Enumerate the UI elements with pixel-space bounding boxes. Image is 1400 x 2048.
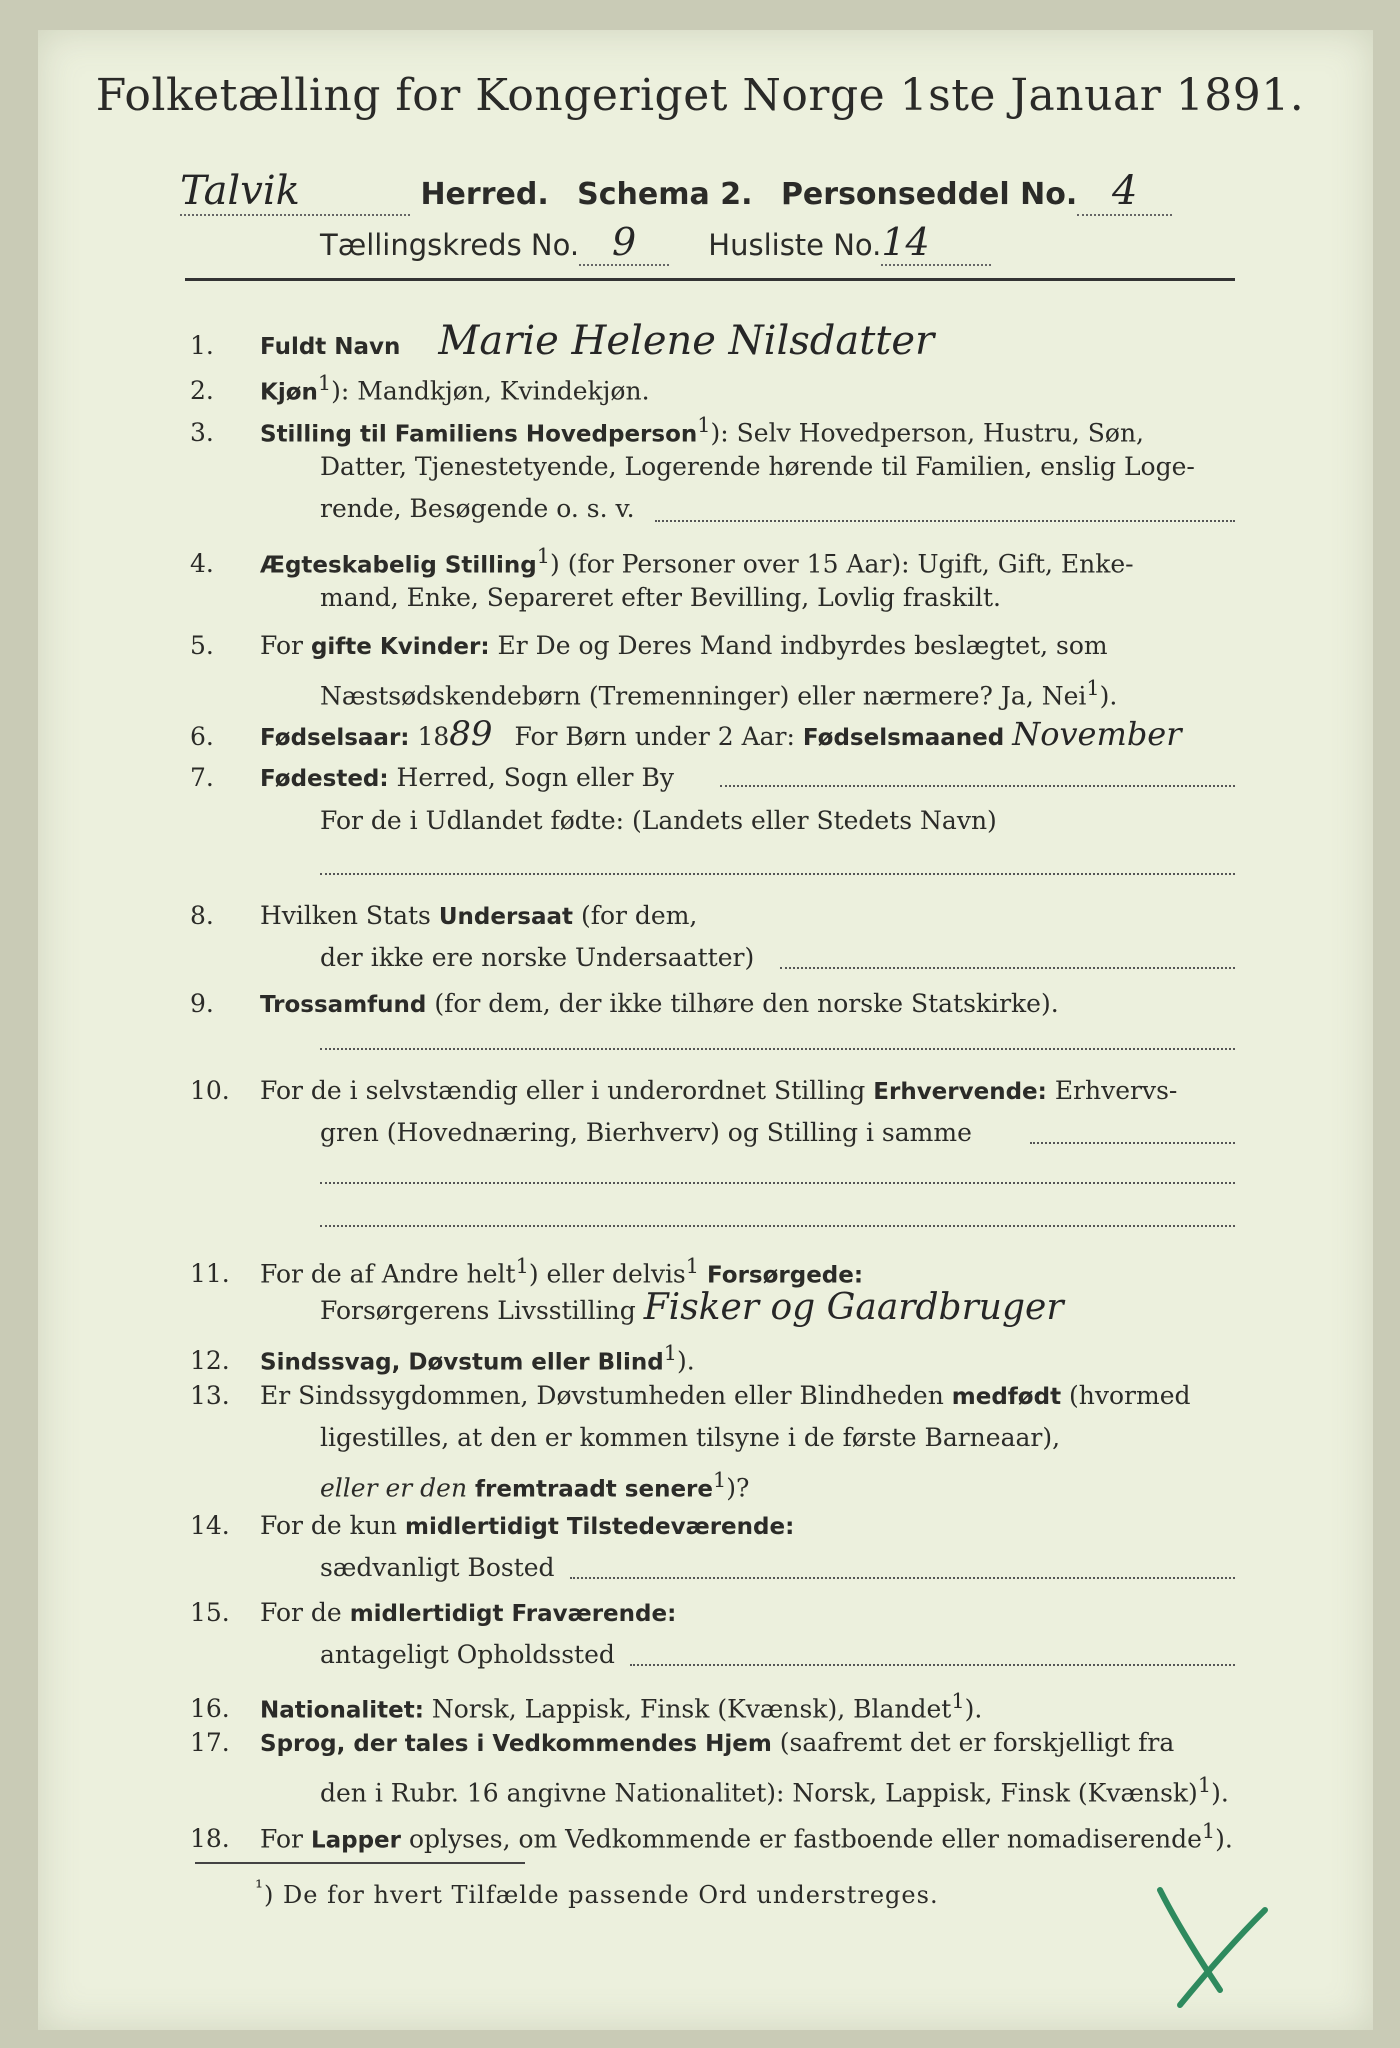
q18-pre: For <box>260 1824 303 1854</box>
question-5 <box>190 625 1250 668</box>
q13-label-2: fremtraadt senere <box>475 1476 713 1503</box>
q11-text-1: For de af Andre helt <box>260 1259 516 1289</box>
q16-label: Nationalitet: <box>260 1697 424 1724</box>
q7-dotted-line-2 <box>320 873 1235 875</box>
q15-pre: For de <box>260 1598 342 1627</box>
header-line-kreds <box>320 220 1380 266</box>
q9-number: 9. <box>190 989 214 1018</box>
q8-text-2: der ikke ere norske Undersaatter) <box>320 943 755 972</box>
q17-label: Sprog, der tales i Vedkommendes Hjem <box>260 1731 772 1757</box>
q18-end: ). <box>1215 1824 1233 1854</box>
personseddel-number: 4 <box>1077 168 1172 216</box>
question-10 <box>190 1070 1250 1113</box>
question-17 <box>190 1722 1250 1765</box>
q18-text: oplyses, om Vedkommende er fastboende eller nomadiserende <box>408 1824 1202 1854</box>
q11-label: Forsørgede: <box>706 1262 864 1289</box>
q8-number: 8. <box>190 901 214 930</box>
q2-number: 2. <box>190 376 214 406</box>
q2-text: ): Mandkjøn, Kvindekjøn. <box>331 376 650 406</box>
q8-label: Undersaat <box>438 904 574 930</box>
q10-dotted-line-2 <box>320 1182 1235 1184</box>
footnote-marker: ¹ <box>255 1875 265 1899</box>
header-line-herred <box>180 168 1240 216</box>
q3-text-2: Datter, Tjenestetyende, Logerende hørende til Familien, enslig Loge- <box>320 452 1195 481</box>
question-7 <box>190 757 1250 800</box>
q4-text-1: ) (for Personer over 15 Aar): Ugift, Gift, Enke- <box>550 549 1134 579</box>
taellingskreds-number: 9 <box>579 220 669 266</box>
q17-text-2: den i Rubr. 16 angivne Nationalitet): Norsk, Lappisk, Finsk (Kvænsk) <box>320 1778 1198 1808</box>
q4-text-2: mand, Enke, Separeret efter Bevilling, Lovlig fraskilt. <box>320 583 1001 612</box>
q6-year-prefix: 18 <box>417 722 450 751</box>
q3-text-1: ): Selv Hovedperson, Hustru, Søn, <box>710 418 1144 448</box>
q16-text: Norsk, Lappisk, Finsk (Kvænsk), Blandet <box>431 1694 952 1724</box>
q9-label: Trossamfund <box>260 992 427 1018</box>
q1-answer-handwritten: Marie Helene Nilsdatter <box>438 318 935 364</box>
question-6 <box>190 713 1250 759</box>
q11-text-1b: ) eller delvis <box>528 1259 686 1289</box>
q6-number: 6. <box>190 722 214 751</box>
q7-label: Fødested: <box>260 766 389 792</box>
green-check-mark <box>1140 1870 1290 2020</box>
q5-text-2: Næstsødskendebørn (Tremenninger) eller nærmere? Ja, Nei <box>320 681 1087 711</box>
q8-pre: Hvilken Stats <box>260 901 431 930</box>
question-1 <box>190 320 1250 368</box>
q10-dotted-line <box>1030 1142 1235 1144</box>
footnote <box>255 1875 939 1909</box>
q7-number: 7. <box>190 763 214 792</box>
q10-pre: For de i selvstændig eller i underordnet Stilling <box>260 1076 866 1105</box>
q11-text-2: Forsørgerens Livsstilling <box>320 1296 636 1325</box>
q17-number: 17. <box>190 1728 230 1757</box>
q13-text-1b: (hvormed <box>1069 1381 1191 1410</box>
q11-answer-handwritten: Fisker og Gaardbruger <box>643 1287 1064 1328</box>
q3-text-3: rende, Besøgende o. s. v. <box>320 494 635 523</box>
footnote-text: ) De for hvert Tilfælde passende Ord understreges. <box>264 1881 939 1909</box>
q15-dotted-line <box>630 1664 1235 1666</box>
q9-dotted-line <box>320 1048 1235 1050</box>
q8-text-1: (for dem, <box>580 901 698 930</box>
q17-line-2: den i Rubr. 16 angivne Nationalitet): Norsk, Lappisk, Finsk (Kvænsk)$^1$). <box>320 1773 1229 1808</box>
question-18: 18. For Lapper oplyses, om Vedkommende er fastboende eller nomadiserende$^1$). <box>190 1810 1250 1861</box>
q7-text-2: For de i Udlandet fødte: (Landets eller Stedets Navn) <box>320 806 997 835</box>
question-2: 2. Kjøn$^1$): Mandkjøn, Kvindekjøn. <box>190 362 1250 413</box>
q16-number: 16. <box>190 1694 230 1724</box>
q14-number: 14. <box>190 1511 230 1540</box>
q10-number: 10. <box>190 1076 230 1105</box>
q5-line-2: Næstsødskendebørn (Tremenninger) eller nærmere? Ja, Nei$^1$). <box>320 676 1118 711</box>
question-8 <box>190 895 1250 938</box>
question-11: 11. For de af Andre helt$^1$) eller delvis$^1$ Forsørgede: <box>190 1245 1250 1296</box>
header-rule <box>185 278 1235 281</box>
q18-label: Lapper <box>310 1827 401 1854</box>
q1-number: 1. <box>190 331 214 360</box>
q3-label: Stilling til Familiens Hovedperson <box>260 421 698 448</box>
q6-label-2: Fødselsmaaned <box>802 725 1005 751</box>
q4-number: 4. <box>190 549 214 579</box>
q14-pre: For de kun <box>260 1511 398 1540</box>
question-16: 16. Nationalitet: Norsk, Lappisk, Finsk (Kvænsk), Blandet$^1$). <box>190 1680 1250 1731</box>
schema-label: Schema 2. <box>577 177 753 212</box>
herred-handwritten: Talvik <box>180 168 410 216</box>
q5-number: 5. <box>190 631 214 660</box>
q10-text-2: gren (Hovednæring, Bierhverv) og Stilling i samme <box>320 1118 972 1147</box>
question-4: 4. Ægteskabelig Stilling$^1$) (for Personer over 15 Aar): Ugift, Gift, Enke- <box>190 535 1250 586</box>
herred-label: Herred. <box>420 177 549 212</box>
question-15 <box>190 1592 1250 1635</box>
q12-number: 12. <box>190 1346 230 1376</box>
q17-text-1: (saafremt det er forskjelligt fra <box>779 1728 1175 1757</box>
q13-text-3b: )? <box>726 1473 750 1503</box>
q11-number: 11. <box>190 1259 230 1289</box>
question-14 <box>190 1505 1250 1548</box>
q12-end: ). <box>677 1346 695 1376</box>
q5-label: gifte Kvinder: <box>310 634 490 660</box>
q13-number: 13. <box>190 1381 230 1410</box>
form-title: Folketælling for Kongeriget Norge 1ste Januar 1891. <box>95 70 1305 121</box>
taellingskreds-label: Tællingskreds No. <box>320 228 580 262</box>
q6-label: Fødselsaar: <box>260 725 410 751</box>
q10-text-1: Erhvervs- <box>1054 1076 1178 1105</box>
husliste-number: 14 <box>881 220 991 266</box>
q3-number: 3. <box>190 418 214 448</box>
q15-label: midlertidigt Fraværende: <box>349 1601 677 1627</box>
q13-text-1: Er Sindssygdommen, Døvstumheden eller Blindheden <box>260 1381 944 1410</box>
q5-pre: For <box>260 631 303 660</box>
q17-end: ). <box>1211 1778 1229 1808</box>
q12-label: Sindssvag, Døvstum eller Blind <box>260 1349 664 1376</box>
question-3: 3. Stilling til Familiens Hovedperson$^1$): Selv Hovedperson, Hustru, Søn, <box>190 404 1250 455</box>
q15-number: 15. <box>190 1598 230 1627</box>
q3-dotted-line <box>655 520 1235 522</box>
question-9 <box>190 983 1250 1026</box>
q5-text-1: Er De og Deres Mand indbyrdes beslægtet, som <box>497 631 1108 660</box>
q6-text: For Børn under 2 Aar: <box>514 722 795 751</box>
footnote-rule <box>195 1862 525 1864</box>
q1-label: Fuldt Navn <box>260 334 401 360</box>
q14-text-2: sædvanligt Bosted <box>320 1553 555 1582</box>
question-12: 12. Sindssvag, Døvstum eller Blind$^1$). <box>190 1332 1250 1383</box>
q4-label: Ægteskabelig Stilling <box>260 552 537 579</box>
q6-year-handwritten: 89 <box>449 714 493 754</box>
q16-end: ). <box>964 1694 983 1724</box>
q11-line-2 <box>320 1287 1250 1332</box>
q15-text-2: antageligt Opholdssted <box>320 1640 615 1669</box>
q10-label: Erhvervende: <box>873 1079 1047 1105</box>
husliste-label: Husliste No. <box>708 228 882 262</box>
personseddel-label: Personseddel No. <box>780 177 1078 212</box>
q13-text-3a: eller er den <box>320 1473 468 1503</box>
q10-dotted-line-3 <box>320 1225 1235 1227</box>
q2-label: Kjøn <box>260 379 318 406</box>
q7-text-1: Herred, Sogn eller By <box>396 763 674 792</box>
q14-dotted-line <box>570 1577 1235 1579</box>
q18-number: 18. <box>190 1824 230 1854</box>
q14-label: midlertidigt Tilstedeværende: <box>404 1514 795 1540</box>
q13-line-3: eller er den fremtraadt senere$^1$)? <box>320 1468 750 1503</box>
q9-text: (for dem, der ikke tilhøre den norske Statskirke). <box>434 989 1059 1018</box>
q5-text-2-end: ). <box>1099 681 1118 711</box>
q8-dotted-line <box>780 967 1235 969</box>
question-13 <box>190 1375 1250 1418</box>
q13-text-2: ligestilles, at den er kommen tilsyne i de første Barneaar), <box>320 1423 1061 1452</box>
q6-month-handwritten: November <box>1012 715 1182 753</box>
q7-dotted-line <box>720 785 1235 787</box>
q13-label: medfødt <box>951 1384 1062 1410</box>
